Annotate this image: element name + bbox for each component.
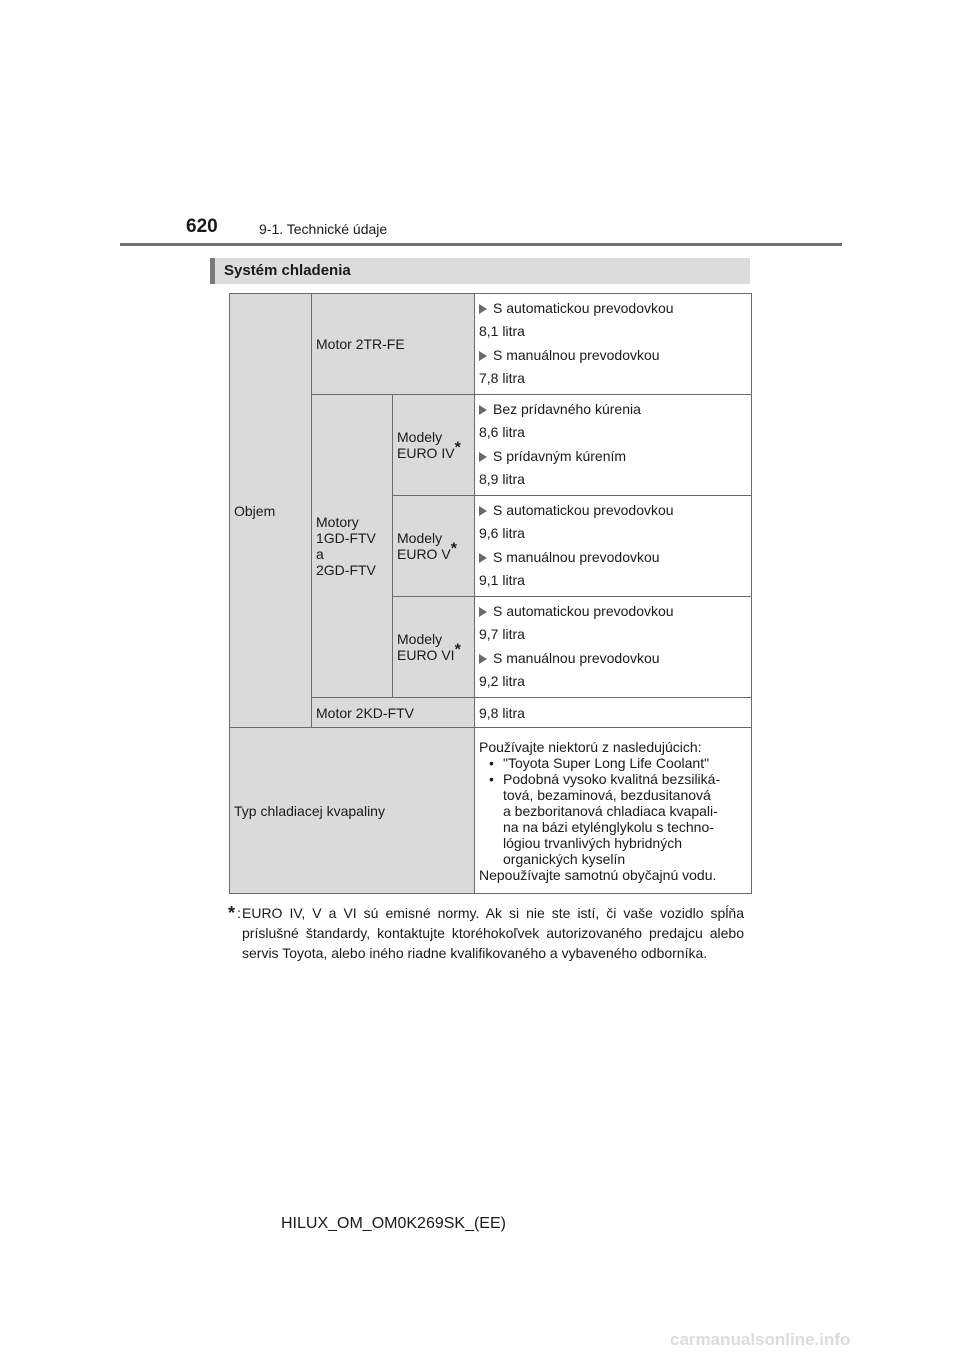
footnote-star: * [228,903,236,923]
capacity-value: 9,6 litra [479,525,525,541]
option-label: S automatickou prevodovkou [493,300,674,316]
footnote-text: EURO IV, V a VI sú emisné normy. Ak si nie ste istí, či vaše vozidlo spĺňa príslušné štandardy, kontaktujte ktoréhokoľvek autorizovaného predajcu alebo servis Toyota, alebo iného riadne kvalifikovaného a vybaveného odborníka. [242,905,744,961]
coolant-bullet-2 [479,771,747,867]
page-number: 620 [186,216,218,237]
model-euro-iv-label [393,395,475,496]
option-label: S automatickou prevodovkou [493,603,674,619]
capacity-value: 9,7 litra [479,626,525,642]
model-line: Modely [397,429,443,445]
triangle-bullet-icon [479,452,487,462]
capacity-value: 8,6 litra [479,424,525,440]
triangle-bullet-icon [479,405,487,415]
engine-2tr-values [475,294,752,395]
model-line: Modely [397,631,443,647]
coolant-option-line: lógiou trvanlivých hybridných [503,834,682,851]
footnote-marker: * [454,641,461,659]
chapter-title: 9-1. Technické údaje [259,221,388,237]
engine-gd-line: Motory [316,514,359,530]
triangle-bullet-icon [479,553,487,563]
option-label: Bez prídavného kúrenia [493,401,641,417]
document-code: HILUX_OM_OM0K269SK_(EE) [281,1215,506,1232]
option-label: S automatickou prevodovkou [493,502,674,518]
triangle-bullet-icon [479,351,487,361]
bullet-dot-icon: • [489,770,494,787]
option-label: S prídavným kúrením [493,448,627,464]
watermark: carmanualsonline.info [670,1330,851,1349]
footnote [228,903,744,963]
cooling-spec-table [229,293,752,894]
option-label: S manuálnou prevodovkou [493,549,660,565]
model-euro-iv-values [475,395,752,496]
model-line: EURO V [397,546,451,562]
capacity-value: 9,2 litra [479,673,525,689]
capacity-value: 9,1 litra [479,572,525,588]
table-row [230,728,752,894]
option-label: S manuálnou prevodovkou [493,347,660,363]
footnote-colon: : [237,905,241,921]
section-accent [210,258,215,284]
bullet-dot-icon: • [489,754,494,771]
section-title: Systém chladenia [224,262,351,279]
coolant-option: "Toyota Super Long Life Coolant" [503,754,710,771]
engine-gd-line: 2GD-FTV [316,562,376,578]
engine-gd-line: 1GD-FTV [316,530,376,546]
option-label: S manuálnou prevodovkou [493,650,660,666]
capacity-label: Objem [230,294,312,728]
coolant-type-label: Typ chladiacej kvapaliny [230,728,475,894]
coolant-type-values [475,728,752,894]
model-euro-v-values [475,496,752,597]
coolant-outro: Nepoužívajte samotnú obyčajnú vodu. [479,866,717,883]
engine-gd-line: a [316,546,324,562]
engine-2tr-label: Motor 2TR-FE [312,294,475,395]
coolant-option-line: na na bázi etylénglykolu s techno- [503,818,714,835]
coolant-bullet-1 [479,755,747,771]
footnote-marker: * [450,540,457,558]
engine-2kd-label: Motor 2KD-FTV [312,698,475,728]
engine-gd-label [312,395,393,698]
model-line: EURO IV [397,445,455,461]
model-euro-vi-label [393,597,475,698]
coolant-option-line: tová, bezaminová, bezdusitanová [503,786,711,803]
triangle-bullet-icon [479,304,487,314]
table-row [230,294,752,395]
model-euro-v-label [393,496,475,597]
capacity-value: 7,8 litra [479,370,525,386]
triangle-bullet-icon [479,506,487,516]
capacity-value: 8,1 litra [479,323,525,339]
header-divider [120,243,842,246]
coolant-intro: Používajte niektorú z nasledujúcich: [479,738,702,755]
model-line: Modely [397,530,443,546]
model-line: EURO VI [397,647,455,663]
triangle-bullet-icon [479,654,487,664]
coolant-option-line: a bezboritanová chladiaca kvapali- [503,802,718,819]
triangle-bullet-icon [479,607,487,617]
section-heading-bar [210,258,750,284]
capacity-value: 8,9 litra [479,471,525,487]
model-euro-vi-values [475,597,752,698]
coolant-option-line: organických kyselín [503,850,626,867]
footnote-marker: * [454,439,461,457]
coolant-option-line: Podobná vysoko kvalitná bezsiliká- [503,770,721,787]
engine-2kd-value: 9,8 litra [475,698,752,728]
